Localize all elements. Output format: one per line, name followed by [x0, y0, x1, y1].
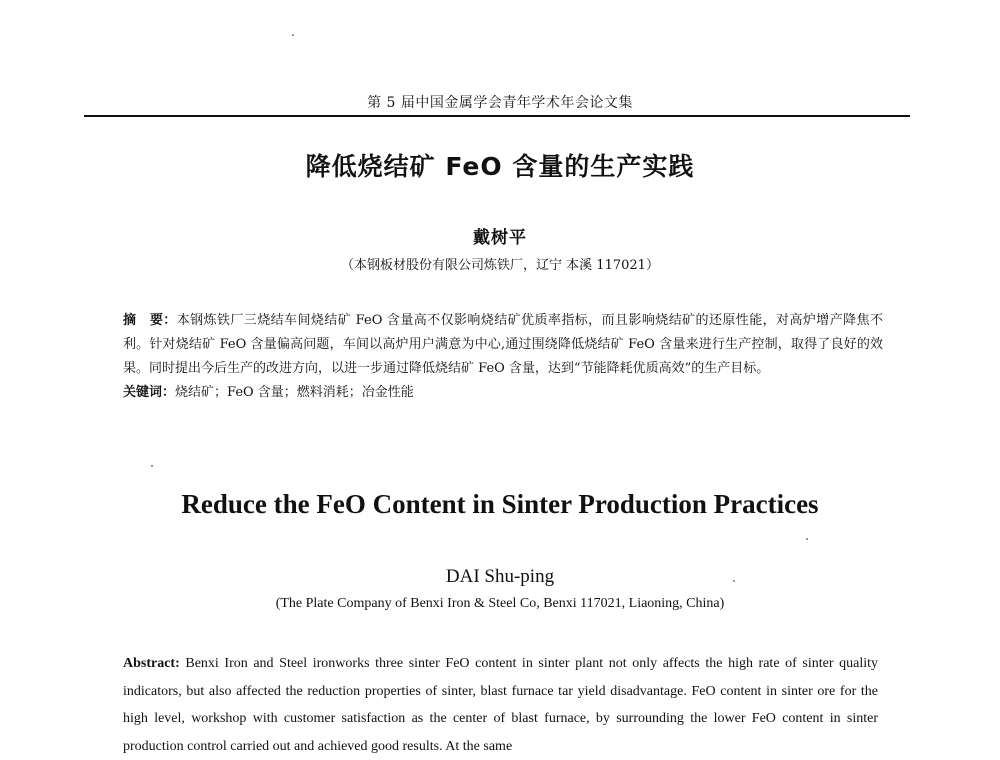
english-affiliation: (The Plate Company of Benxi Iron & Steel Co, Benxi 117021, Liaoning, China) — [275, 596, 725, 611]
english-abstract — [123, 650, 878, 760]
scan-speck — [806, 538, 808, 540]
chinese-abstract-label: 摘 要： — [123, 313, 177, 328]
chinese-title: 降低烧结矿 FeO 含量的生产实践 — [305, 152, 695, 181]
chinese-keywords — [123, 381, 883, 405]
chinese-keywords-label: 关键词： — [123, 385, 176, 400]
english-title: Reduce the FeO Content in Sinter Production Practices — [181, 489, 819, 519]
running-head: 第 5 届中国金属学会青年学术年会论文集 — [367, 95, 633, 111]
english-abstract-text: Benxi Iron and Steel ironworks three sinter FeO content in sinter plant not only affects the high rate of sinter quality indicators, but also affected the reduction properties of sinter, blast furnace tar yield disadvantage. FeO content in sinter ore for the high level, workshop with customer satisfaction as the center of blast furnace, by surrounding the lower FeO content in sinter production control carried out and achieved good results. At the same — [123, 656, 878, 754]
chinese-abstract — [123, 309, 883, 381]
chinese-affiliation: （本钢板材股份有限公司炼铁厂，辽宁 本溪 117021） — [341, 258, 659, 273]
header-rule — [84, 115, 910, 117]
scan-speck — [151, 465, 153, 467]
scan-speck — [292, 34, 294, 36]
chinese-abstract-block — [123, 309, 883, 405]
english-abstract-label: Abstract: — [123, 656, 180, 671]
english-author: DAI Shu-ping — [445, 566, 555, 587]
scan-speck — [733, 580, 735, 582]
chinese-author: 戴树平 — [473, 228, 527, 248]
chinese-keywords-text: 烧结矿；FeO 含量；燃料消耗；冶金性能 — [175, 385, 414, 400]
chinese-abstract-text: 本钢炼铁厂三烧结车间烧结矿 FeO 含量高不仅影响烧结矿优质率指标，而且影响烧结矿的还原性能，对高炉增产降焦不利。针对烧结矿 FeO 含量偏高问题，车间以高炉用户满意为中心,通过围绕降低烧结矿 FeO 含量来进行生产控制，取得了良好的效果。同时提出今后生产的改进方向，以进一步通过降低烧结矿 FeO 含量，达到“节能降耗优质高效”的生产目标。 — [123, 313, 883, 376]
